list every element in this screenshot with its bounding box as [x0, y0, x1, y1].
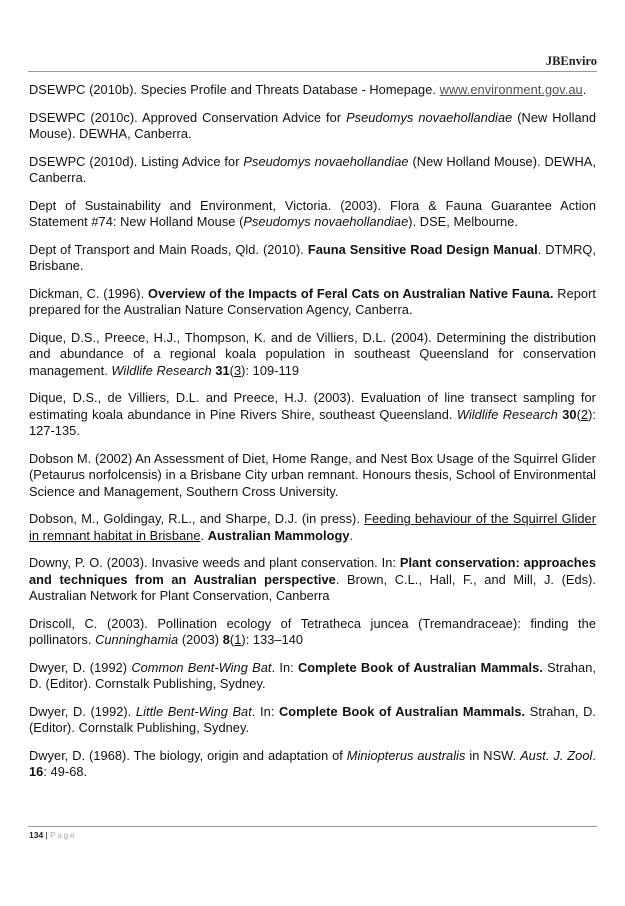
reference-text: Dwyer, D. (1992).	[29, 703, 136, 719]
reference-entry	[29, 154, 596, 187]
reference-text: Dique, D.S., de Villiers, D.L. and Preece, H.J. (2003). Evaluation of line transect sampling for estimating koala abundance in Pine Rivers Shire, southeast Queensland.	[29, 390, 596, 422]
reference-text: (New Holland Mouse). DEWHA, Canberra.	[29, 109, 596, 141]
reference-entry	[29, 242, 596, 275]
reference-text: DSEWPC (2010c). Approved Conservation Advice for	[29, 109, 347, 125]
reference-text: . DTMRQ, Brisbane.	[29, 241, 596, 273]
reference-text: Miniopterus australis	[346, 747, 466, 763]
reference-text: DSEWPC (2010d). Listing Advice for	[29, 153, 244, 169]
page-separator: |	[43, 830, 51, 840]
reference-text: (2003)	[178, 632, 223, 647]
reference-text: ): 109-119	[241, 362, 300, 378]
reference-text: Australian Mammology	[207, 527, 350, 543]
reference-text: 1	[234, 632, 242, 647]
reference-entry	[29, 451, 596, 501]
reference-text: Strahan, D. (Editor). Cornstalk Publishing, Sydney.	[29, 703, 596, 735]
reference-text: Overview of the Impacts of Feral Cats on Australian Native Fauna.	[148, 285, 554, 301]
reference-text: (	[576, 406, 581, 422]
reference-text: Driscoll, C. (2003). Pollination ecology of Tetratheca juncea (Tremandraceae): finding the pollinators.	[29, 615, 596, 647]
reference-text: ). DSE, Melbourne.	[408, 214, 518, 229]
reference-text: Wildlife Research	[456, 406, 558, 422]
reference-entry	[29, 660, 596, 693]
reference-text: (New Holland Mouse). DEWHA, Canberra.	[29, 153, 596, 185]
reference-text: 30	[562, 406, 577, 422]
reference-text: 8	[222, 632, 230, 647]
footer-rule	[28, 826, 597, 827]
reference-text: Pseudomys novaehollandiae	[346, 109, 513, 125]
reference-text: Downy, P. O. (2003). Invasive weeds and plant conservation. In:	[29, 555, 400, 570]
reference-text: in NSW.	[465, 747, 521, 763]
header-rule	[28, 71, 597, 72]
reference-text: (	[229, 632, 235, 647]
reference-text: Pseudomys novaehollandiae	[243, 214, 409, 229]
reference-text: Dique, D.S., Preece, H.J., Thompson, K. and de Villiers, D.L. (2004). Determining the distribution and abundance of a regional koala population in southeast Queensland for conservation management.	[29, 329, 596, 378]
reference-text: Aust. J. Zool	[520, 747, 593, 763]
reference-entry	[29, 704, 596, 737]
reference-text: .	[349, 527, 354, 543]
reference-entry	[29, 198, 596, 231]
reference-text: Cunninghamia	[95, 632, 179, 647]
reference-text: . Brown, C.L., Hall, F., and Mill, J. (Eds). Australian Network for Plant Conservation, Canberra	[29, 571, 597, 603]
reference-text: Dwyer, D. (1992)	[29, 659, 132, 675]
reference-text: Plant conservation: approaches and techniques from an Australian perspective	[29, 555, 596, 587]
reference-text: 3	[233, 362, 242, 378]
reference-text: Pseudomys novaehollandiae	[243, 153, 409, 169]
reference-entry	[29, 555, 596, 605]
reference-text: 2	[580, 406, 589, 422]
reference-text: Common Bent-Wing Bat	[131, 659, 272, 675]
reference-text: Fauna Sensitive Road Design Manual	[307, 241, 538, 257]
reference-entry	[29, 82, 596, 99]
reference-text: Dobson, M., Goldingay, R.L., and Sharpe, D.J. (in press).	[29, 511, 365, 526]
reference-text: DSEWPC (2010b). Species Profile and Threats Database - Homepage.	[29, 82, 440, 97]
reference-entry	[29, 390, 596, 440]
reference-text: . In:	[271, 659, 298, 675]
reference-text: Strahan, D. (Editor). Cornstalk Publishing, Sydney.	[29, 659, 596, 691]
reference-text: ): 127-135.	[29, 406, 596, 438]
reference-text: Feeding behaviour of the Squirrel Glider in remnant habitat in Brisbane	[29, 511, 597, 543]
reference-text: : 49-68.	[43, 764, 88, 779]
reference-text: Complete Book of Australian Mammals.	[278, 703, 526, 719]
reference-text: Dept of Sustainability and Environment, Victoria. (2003). Flora & Fauna Guarantee Action Statement #74: New Holland Mouse (	[29, 197, 596, 229]
reference-text: Little Bent-Wing Bat	[135, 703, 252, 719]
page-label: Page	[50, 830, 76, 840]
reference-link[interactable]: www.environment.gov.au	[439, 82, 583, 97]
reference-text: .	[592, 747, 597, 763]
reference-entry	[29, 330, 596, 380]
reference-text: Dwyer, D. (1968). The biology, origin and adaptation of	[29, 747, 347, 763]
reference-text: Complete Book of Australian Mammals.	[297, 659, 543, 675]
reference-text: 16	[29, 764, 44, 779]
reference-text: ): 133–140	[241, 632, 304, 647]
reference-text: (	[229, 362, 234, 378]
reference-text: .	[582, 82, 587, 97]
reference-text: Report prepared for the Australian Nature Conservation Agency, Canberra.	[29, 285, 596, 317]
reference-text: Dickman, C. (1996).	[29, 285, 149, 301]
reference-text: .	[200, 527, 208, 543]
page-number: 134	[29, 830, 44, 840]
reference-entry	[29, 748, 596, 781]
reference-entry	[29, 110, 596, 143]
reference-entry	[29, 286, 596, 319]
reference-list	[29, 82, 596, 792]
reference-entry	[29, 511, 596, 544]
reference-text: 31	[215, 362, 230, 378]
header-brand: JBEnviro	[545, 54, 597, 68]
reference-text: Dobson M. (2002) An Assessment of Diet, Home Range, and Nest Box Usage of the Squirrel Glider (Petaurus norfolcensis) in a Brisbane City urban remnant. Honours thesis, School of Environmental Science and Management, Southern Cross University.	[29, 450, 596, 499]
reference-text: Dept of Transport and Main Roads, Qld. (2010).	[29, 241, 308, 257]
reference-entry	[29, 616, 596, 649]
reference-text: . In:	[251, 703, 279, 719]
page-footer	[29, 830, 76, 840]
reference-text: Wildlife Research	[111, 362, 212, 378]
